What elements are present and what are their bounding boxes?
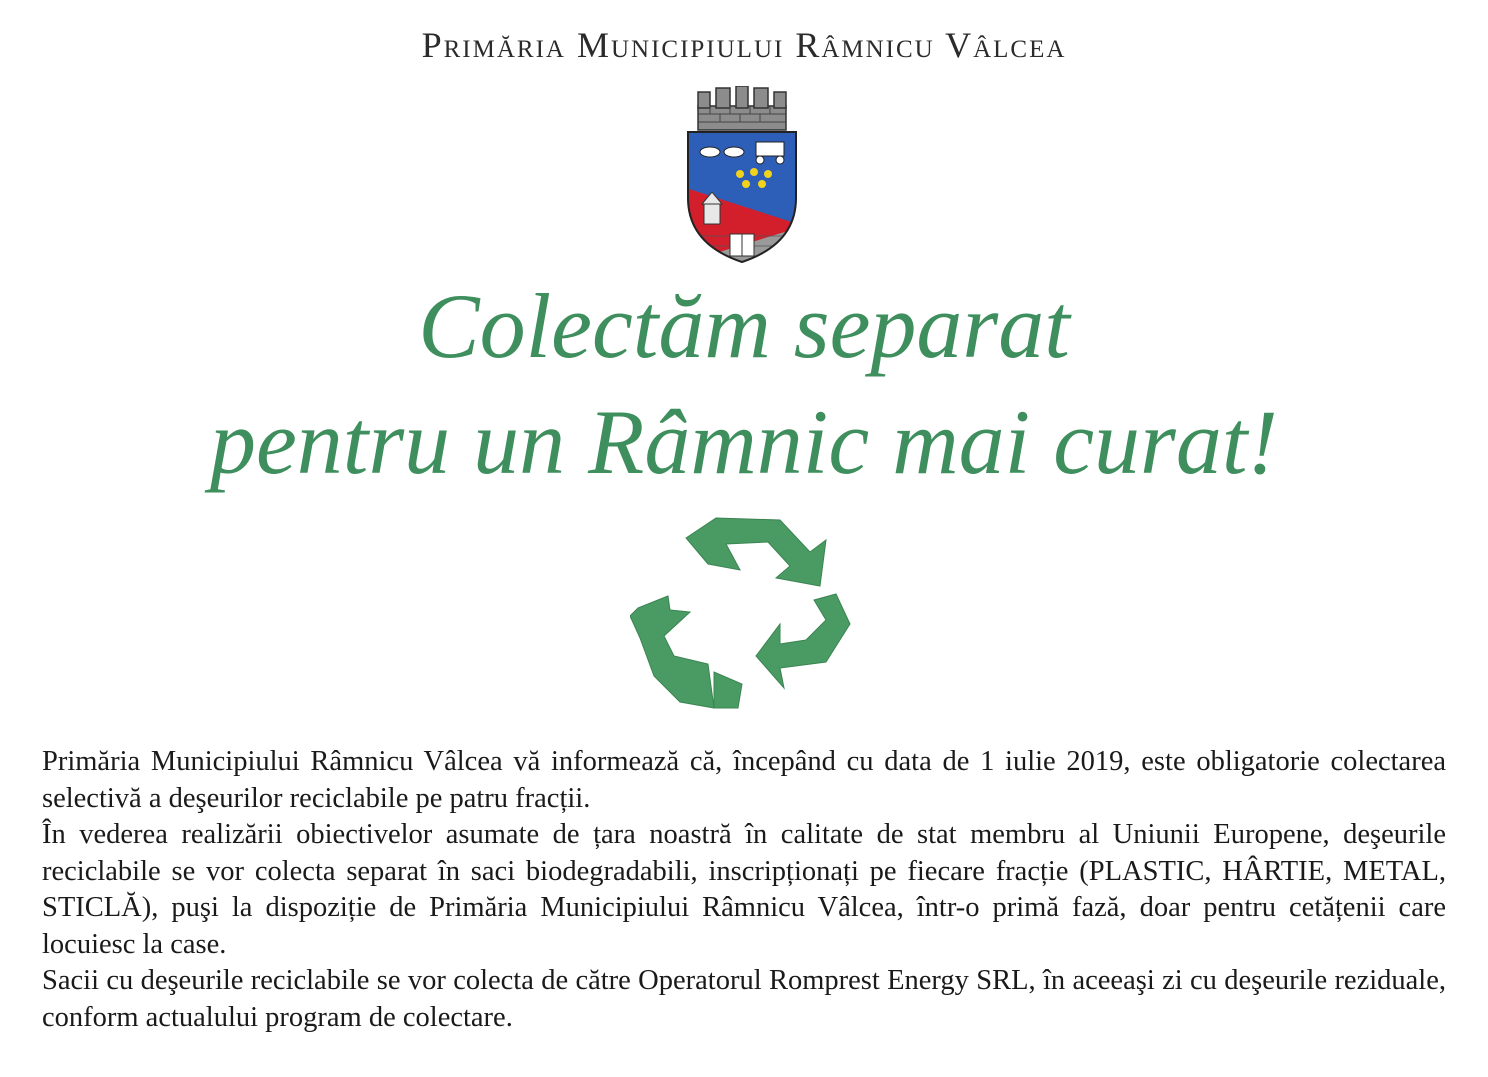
- header-title: Primăria Municipiului Râmnicu Vâlcea: [421, 25, 1067, 65]
- mural-crown: [698, 86, 786, 130]
- slogan-line-2: pentru un Râmnic mai curat!: [209, 391, 1279, 493]
- paragraph-3: Sacii cu deşeurile reciclabile se vor colecta de către Operatorul Romprest Energy SRL, în aceeaşi zi cu deşeurile reziduale, conform actualului program de colectare.: [42, 965, 1446, 1033]
- recycle-icon: [630, 512, 858, 720]
- slogan-line-1: Colectăm separat: [418, 275, 1070, 377]
- paragraph-2: În vederea realizării obiectivelor asumate de țara noastră în calitate de stat membru al Uniunii Europene, deşeurile reciclabile se vor colecta separat în saci biodegradabili, inscripționați pe fiecare fracție (PLASTIC, HÂRTIE, METAL, STICLĂ), puşi la dispoziție de Primăria Municipiului Râmnicu Vâlcea, într-o primă fază, doar pentru cetățenii care locuiesc la case.: [42, 819, 1446, 960]
- body-text: [42, 744, 1446, 1036]
- coat-of-arms-icon: [680, 86, 804, 264]
- paragraph-1: Primăria Municipiului Râmnicu Vâlcea vă informează că, începând cu data de 1 iulie 2019, este obligatorie colectarea selectivă a deşeurilor reciclabile pe patru fracții.: [42, 746, 1446, 814]
- shield: [680, 132, 804, 264]
